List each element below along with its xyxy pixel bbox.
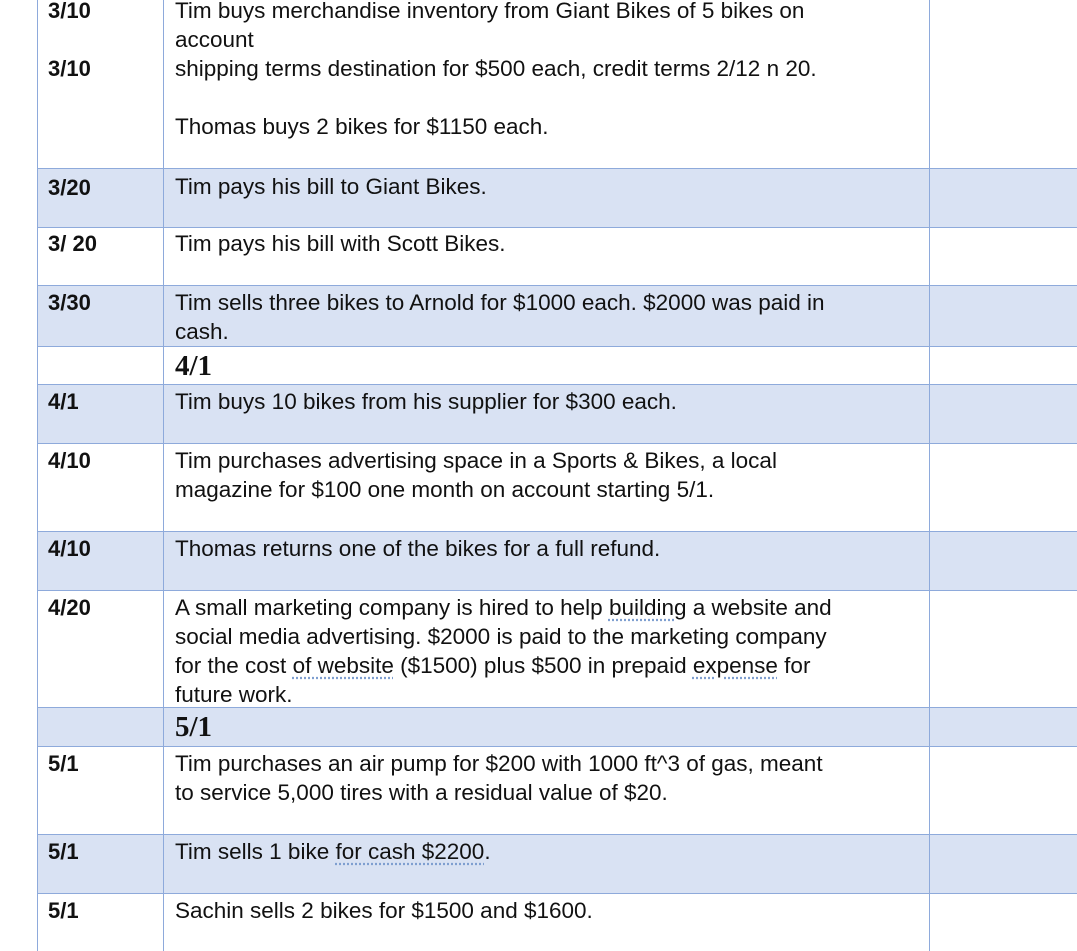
description-line [175, 83, 920, 112]
table-row [37, 385, 1077, 444]
section-row [37, 708, 1077, 747]
row-date: 3/20 [48, 175, 91, 200]
description-line: Tim buys merchandise inventory from Giant Bikes of 5 bikes on [175, 0, 805, 23]
table-row [37, 532, 1077, 591]
table-row [37, 835, 1077, 894]
description-line [175, 651, 920, 680]
table-row [37, 894, 1077, 951]
description-line: future work. [175, 682, 293, 707]
row-description [175, 837, 920, 866]
table-row [37, 747, 1077, 835]
table-row [37, 286, 1077, 347]
column-border [929, 0, 930, 951]
description-line: Tim pays his bill to Giant Bikes. [175, 174, 487, 199]
description-line: Thomas buys 2 bikes for $1150 each. [175, 114, 549, 139]
section-heading: 4/1 [175, 350, 213, 382]
row-description [175, 172, 920, 201]
row-description [175, 387, 920, 416]
description-line: Thomas returns one of the bikes for a full refund. [175, 536, 661, 561]
description-line: Tim buys 10 bikes from his supplier for $300 each. [175, 389, 677, 414]
table-row [37, 169, 1077, 228]
flagged-word: expense [692, 653, 778, 678]
text-run: ($1500) plus $500 in prepaid [393, 653, 693, 678]
section-row [37, 347, 1077, 385]
description-line: account [175, 27, 254, 52]
text-run: a website and [686, 595, 832, 620]
text-run: A small marketing company is hired to help [175, 595, 609, 620]
flagged-phrase: of website [292, 653, 394, 678]
row-date: 5/1 [48, 839, 79, 864]
description-line: Tim purchases an air pump for $200 with 1000 ft^3 of gas, meant [175, 751, 823, 776]
row-date: 4/1 [48, 389, 79, 414]
flagged-word: building [608, 595, 687, 620]
row-description [175, 593, 920, 709]
description-line: shipping terms destination for $500 each, credit terms 2/12 n 20. [175, 56, 817, 81]
table-row [37, 228, 1077, 286]
text-run: Tim sells 1 bike [175, 839, 336, 864]
row-date: 4/10 [48, 448, 91, 473]
description-line: Tim purchases advertising space in a Sports & Bikes, a local [175, 448, 777, 473]
column-border [163, 0, 164, 951]
row-description [175, 0, 920, 141]
row-description [175, 446, 920, 504]
flagged-phrase: for cash $2200 [335, 839, 485, 864]
description-line: social media advertising. $2000 is paid to the marketing company [175, 624, 827, 649]
description-line [175, 837, 920, 866]
description-line: Tim sells three bikes to Arnold for $1000 each. $2000 was paid in [175, 290, 825, 315]
row-description [175, 288, 920, 346]
row-description [175, 896, 920, 925]
row-date: 4/20 [48, 595, 91, 620]
description-line: cash. [175, 319, 229, 344]
column-border [37, 0, 38, 951]
description-line: to service 5,000 tires with a residual value of $20. [175, 780, 668, 805]
row-description [175, 749, 920, 807]
description-line: Sachin sells 2 bikes for $1500 and $1600. [175, 898, 593, 923]
row-description [175, 229, 920, 258]
description-line [175, 593, 920, 622]
description-line: Tim pays his bill with Scott Bikes. [175, 231, 506, 256]
row-date: 3/10 [48, 0, 91, 23]
row-description [175, 534, 920, 563]
text-run: . [484, 839, 491, 864]
text-run: for the cost [175, 653, 293, 678]
row-date: 3/ 20 [48, 231, 97, 256]
text-run: for [777, 653, 811, 678]
table-row [37, 444, 1077, 532]
section-heading: 5/1 [175, 711, 213, 743]
row-date: 5/1 [48, 898, 79, 923]
table-row [37, 591, 1077, 708]
table-row [37, 0, 1077, 169]
row-date: 3/10 [48, 56, 91, 81]
row-date: 3/30 [48, 290, 91, 315]
description-line: magazine for $100 one month on account starting 5/1. [175, 477, 715, 502]
row-date: 5/1 [48, 751, 79, 776]
row-date: 4/10 [48, 536, 91, 561]
